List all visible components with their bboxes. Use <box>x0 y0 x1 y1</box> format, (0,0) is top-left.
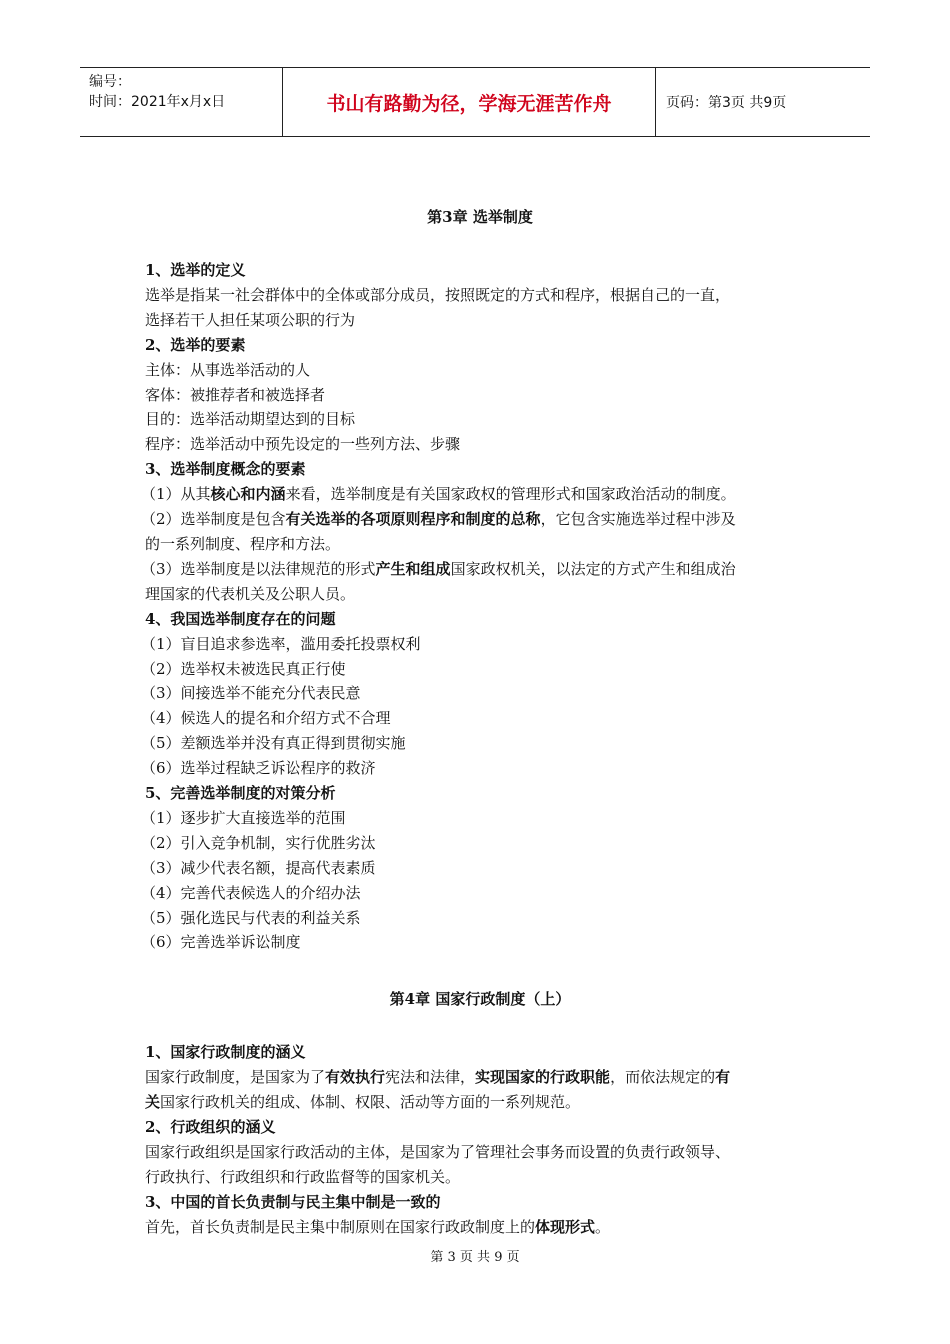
paragraph-line <box>141 507 815 532</box>
section-heading: 2、选举的要素 <box>145 335 246 354</box>
section-heading: 1、国家行政制度的涵义 <box>145 1043 306 1062</box>
time-label: 时间：2021年x月x日 <box>89 94 226 110</box>
bold-text: 核心和内涵 <box>210 485 286 504</box>
text-run: ，它包含实施选举过程中涉及 <box>540 510 736 529</box>
header-meta <box>80 68 283 136</box>
section-heading: 3、中国的首长负责制与民主集中制是一致的 <box>145 1192 441 1211</box>
text-run: ，而依法规定的 <box>610 1068 716 1087</box>
list-item: （3）间接选举不能充分代表民意 <box>141 684 361 703</box>
paragraph-line: 客体：被推荐者和被选择者 <box>145 385 326 404</box>
list-item: （2）选举权未被选民真正行使 <box>141 659 346 678</box>
header-motto: 书山有路勤为径，学海无涯苦作舟 <box>283 68 656 136</box>
document-body <box>141 205 815 1240</box>
list-item: （4）候选人的提名和介绍方式不合理 <box>141 709 391 728</box>
paragraph-line <box>145 1065 815 1090</box>
page-header <box>80 67 870 137</box>
list-item: （3）减少代表名额，提高代表素质 <box>141 858 376 877</box>
section-heading: 2、行政组织的涵义 <box>145 1118 276 1137</box>
text-run: 宪法和法律， <box>385 1068 476 1087</box>
section-heading: 1、选举的定义 <box>145 261 246 279</box>
list-item: （6）完善选举诉讼制度 <box>141 933 301 952</box>
text-run: （2）选举制度是包含 <box>141 510 286 529</box>
paragraph-line: 理国家的代表机关及公职人员。 <box>145 584 356 603</box>
paragraph-line: 的一系列制度、程序和方法。 <box>145 534 341 553</box>
paragraph-line: 选举是指某一社会群体中的全体或部分成员，按照既定的方式和程序，根据自己的一直， <box>145 285 731 304</box>
text-run: 国家政权机关，以法定的方式产生和组成治 <box>450 559 736 578</box>
bold-text: 实现国家的行政职能 <box>475 1068 611 1087</box>
list-item: （5）差额选举并没有真正得到贯彻实施 <box>141 734 406 753</box>
section-heading: 5、完善选举制度的对策分析 <box>145 784 336 803</box>
bold-text: 产生和组成 <box>375 559 451 578</box>
bold-text: 有效执行 <box>325 1068 386 1087</box>
bold-text: 体现形式 <box>535 1217 596 1236</box>
text-run: 来看，选举制度是有关国家政权的管理形式和国家政治活动的制度。 <box>285 485 736 504</box>
bold-text: 有关选举的各项原则程序和制度的总称 <box>285 510 541 529</box>
text-run: （1）从其 <box>141 485 211 504</box>
paragraph-line <box>145 1215 815 1240</box>
paragraph-line: 选择若干人担任某项公职的行为 <box>145 310 356 329</box>
text-run: 国家行政机关的组成、体制、权限、活动等方面的一系列规范。 <box>160 1093 581 1112</box>
text-run: 。 <box>595 1217 611 1236</box>
page-footer: 第 3 页 共 9 页 <box>430 1250 520 1265</box>
paragraph-line <box>145 1090 815 1115</box>
text-run: 首先，首长负责制是民主集中制原则在国家行政政制度上的 <box>145 1217 536 1236</box>
bold-text: 关 <box>145 1093 161 1112</box>
paragraph-line: 行政执行、行政组织和行政监督等的国家机关。 <box>145 1167 461 1186</box>
paragraph-line <box>141 482 815 507</box>
paragraph-line: 目的：选举活动期望达到的目标 <box>145 410 356 429</box>
paragraph-line: 程序：选举活动中预先设定的一些列方法、步骤 <box>145 435 461 454</box>
number-label: 编号： <box>89 74 131 90</box>
list-item: （6）选举过程缺乏诉讼程序的救济 <box>141 759 376 778</box>
paragraph-line <box>141 557 815 582</box>
section-heading: 4、我国选举制度存在的问题 <box>145 609 336 628</box>
list-item: （1）盲目追求参选率，滥用委托投票权利 <box>141 634 421 653</box>
chapter-4-title: 第4章 国家行政制度（上） <box>389 990 571 1009</box>
text-run: （3）选举制度是以法律规范的形式 <box>141 559 376 578</box>
chapter-3-title: 第3章 选举制度 <box>427 208 533 226</box>
list-item: （2）引入竞争机制，实行优胜劣汰 <box>141 833 376 852</box>
header-page-info: 页码：第3页 共9页 <box>666 95 787 111</box>
bold-text: 有 <box>715 1068 731 1087</box>
paragraph-line: 国家行政组织是国家行政活动的主体，是国家为了管理社会事务而设置的负责行政领导、 <box>145 1143 731 1161</box>
section-heading: 3、选举制度概念的要素 <box>145 460 306 479</box>
text-run: 国家行政制度，是国家为了 <box>145 1068 326 1087</box>
list-item: （5）强化选民与代表的利益关系 <box>141 908 361 927</box>
paragraph-line: 主体：从事选举活动的人 <box>145 360 311 379</box>
list-item: （4）完善代表候选人的介绍办法 <box>141 883 361 902</box>
list-item: （1）逐步扩大直接选举的范围 <box>141 808 346 827</box>
